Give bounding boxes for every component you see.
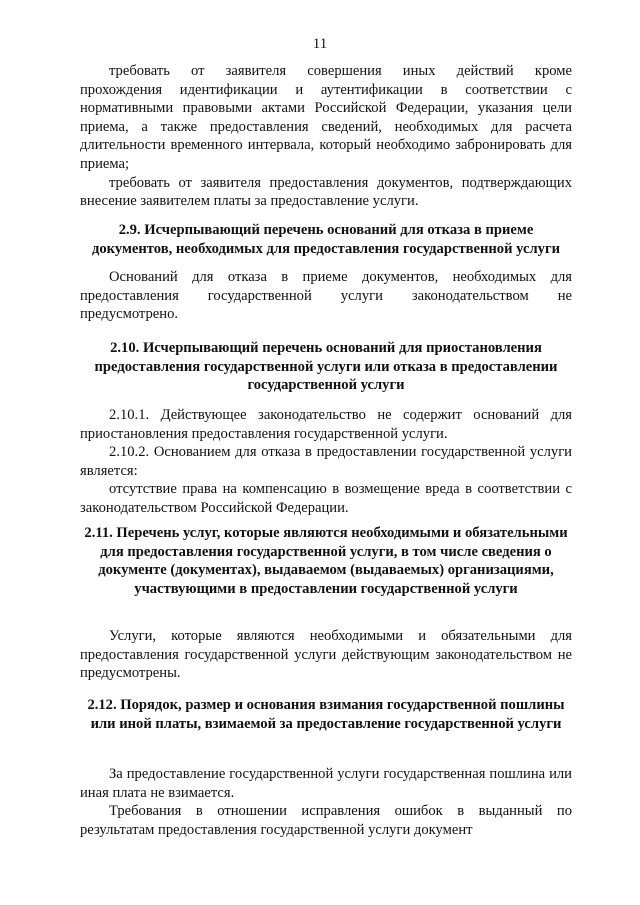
page-number: 11 <box>312 36 328 52</box>
section-2-9-heading: 2.9. Исчерпывающий перечень оснований для отказа в приеме документов, необходимых для предоставления государственной услуги <box>92 222 560 257</box>
section-2-12-2: Требования в отношении исправления ошибок в выданный по результатам предоставления государственной услуги документ <box>80 803 572 838</box>
section-2-10-2: 2.10.2. Основанием для отказа в предоставлении государственной услуги является: <box>80 444 572 479</box>
intro-paragraph-2: требовать от заявителя предоставления документов, подтверждающих внесение заявителем платы за предоставление услуги. <box>80 174 572 210</box>
section-2-9-text: Оснований для отказа в приеме документов, необходимых для предоставления государственной услуги законодательством не предусмотрено. <box>80 269 572 323</box>
section-2-10-3: отсутствие права на компенсацию в возмещение вреда в соответствии с законодательством Российской Федерации. <box>80 481 572 516</box>
section-2-11-heading: 2.11. Перечень услуг, которые являются необходимыми и обязательными для предоставления государственной услуги, в том числе сведения о документе (документах), выдаваемом (выдаваемых) организациями, участвующими в предоставлении государственной услуги <box>84 525 568 597</box>
section-2-12-body <box>80 765 572 839</box>
section-2-11-text: Услуги, которые являются необходимыми и обязательными для предоставления государственной услуги действующим законодательством не предусмотрены. <box>80 628 572 682</box>
section-2-10-1: 2.10.1. Действующее законодательство не содержит оснований для приостановления предоставления государственной услуги. <box>80 407 572 442</box>
section-2-9-body <box>80 268 572 324</box>
intro-text <box>80 62 572 211</box>
section-2-10-heading: 2.10. Исчерпывающий перечень оснований для приостановления предоставления государственной услуги или отказа в предоставлении государственной услуги <box>94 340 558 394</box>
section-2-12-1: За предоставление государственной услуги государственная пошлина или иная плата не взимается. <box>80 766 572 801</box>
section-2-12-heading: 2.12. Порядок, размер и основания взимания государственной пошлины или иной платы, взимаемой за предоставление государственной услуги <box>87 697 565 732</box>
section-2-10-body <box>80 406 572 518</box>
section-2-11-body <box>80 627 572 683</box>
intro-paragraph-1: прохождения идентификации и аутентификации в соответствии с нормативными правовыми актами Российской Федерации, указания цели приема, а также предоставления сведений, необходимых для расчета длительности временного интервала, который необходимо забронировать для приема; <box>80 81 572 172</box>
intro-line-1: требовать от заявителя совершения иных действий кроме <box>109 63 572 79</box>
